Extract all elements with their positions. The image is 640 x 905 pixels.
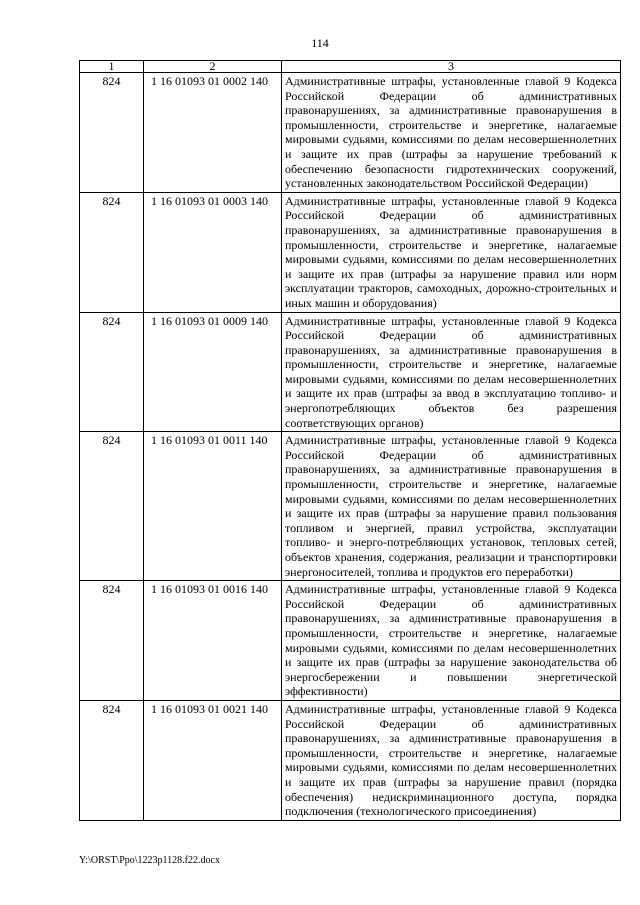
description-cell: Административные штрафы, установленные главой 9 Кодекса Российской Федерации об административных правонарушениях, за административные правонарушения в промышленности, строительстве и энергетике, налагаемые мировыми судьями, комиссиями по делам несовершеннолетних и защите их прав (штрафы за нарушение требований к обеспечению безопасности гидротехнических сооружений, установленных законодательством Российской Федерации) bbox=[282, 73, 621, 193]
budget-classification-table bbox=[79, 60, 621, 821]
admin-code-cell: 824 bbox=[80, 432, 144, 581]
page-number: 114 bbox=[311, 36, 329, 50]
admin-code-cell: 824 bbox=[80, 192, 144, 312]
table-row bbox=[80, 312, 621, 432]
classification-code-cell: 1 16 01093 01 0003 140 bbox=[144, 192, 282, 312]
admin-code-cell: 824 bbox=[80, 312, 144, 432]
header-col-1: 1 bbox=[80, 61, 144, 73]
classification-code-cell: 1 16 01093 01 0011 140 bbox=[144, 432, 282, 581]
table-row bbox=[80, 700, 621, 820]
classification-code-cell: 1 16 01093 01 0021 140 bbox=[144, 700, 282, 820]
table-row bbox=[80, 432, 621, 581]
table-header-row bbox=[80, 61, 621, 73]
header-col-3: 3 bbox=[282, 61, 621, 73]
table-row bbox=[80, 581, 621, 701]
description-cell: Административные штрафы, установленные главой 9 Кодекса Российской Федерации об административных правонарушениях, за административные правонарушения в промышленности, строительстве и энергетике, налагаемые мировыми судьями, комиссиями по делам несовершеннолетних и защите их прав (штрафы за ввод в эксплуатацию топливо- и энергопотребляющих объектов без разрешения соответствующих органов) bbox=[282, 312, 621, 432]
table-row bbox=[80, 192, 621, 312]
description-cell: Административные штрафы, установленные главой 9 Кодекса Российской Федерации об административных правонарушениях, за административные правонарушения в промышленности, строительстве и энергетике, налагаемые мировыми судьями, комиссиями по делам несовершеннолетних и защите их прав (штрафы за нарушение правил пользования топливом и энергией, правил устройства, эксплуатации топливо- и энерго-потребляющих установок, тепловых сетей, объектов хранения, содержания, реализации и транспортировки энергоносителей, топлива и продуктов его переработки) bbox=[282, 432, 621, 581]
header-col-2: 2 bbox=[144, 61, 282, 73]
classification-code-cell: 1 16 01093 01 0009 140 bbox=[144, 312, 282, 432]
description-cell: Административные штрафы, установленные главой 9 Кодекса Российской Федерации об административных правонарушениях, за административные правонарушения в промышленности, строительстве и энергетике, налагаемые мировыми судьями, комиссиями по делам несовершеннолетних и защите их прав (штрафы за нарушение правил или норм эксплуатации тракторов, самоходных, дорожно-строительных и иных машин и оборудования) bbox=[282, 192, 621, 312]
classification-code-cell: 1 16 01093 01 0002 140 bbox=[144, 73, 282, 193]
admin-code-cell: 824 bbox=[80, 581, 144, 701]
file-path-footer: Y:\ORST\Ppo\1223p1128.f22.docx bbox=[79, 855, 220, 866]
admin-code-cell: 824 bbox=[80, 73, 144, 193]
table-row bbox=[80, 73, 621, 193]
admin-code-cell: 824 bbox=[80, 700, 144, 820]
description-cell: Административные штрафы, установленные главой 9 Кодекса Российской Федерации об административных правонарушениях, за административные правонарушения в промышленности, строительстве и энергетике, налагаемые мировыми судьями, комиссиями по делам несовершеннолетних и защите их прав (штрафы за нарушение законодательства об энергосбережении и повышении энергетической эффективности) bbox=[282, 581, 621, 701]
description-cell: Административные штрафы, установленные главой 9 Кодекса Российской Федерации об административных правонарушениях, за административные правонарушения в промышленности, строительстве и энергетике, налагаемые мировыми судьями, комиссиями по делам несовершеннолетних и защите их прав (штрафы за нарушение правил (порядка обеспечения) недискриминационного доступа, порядка подключения (технологического присоединения) bbox=[282, 700, 621, 820]
classification-code-cell: 1 16 01093 01 0016 140 bbox=[144, 581, 282, 701]
